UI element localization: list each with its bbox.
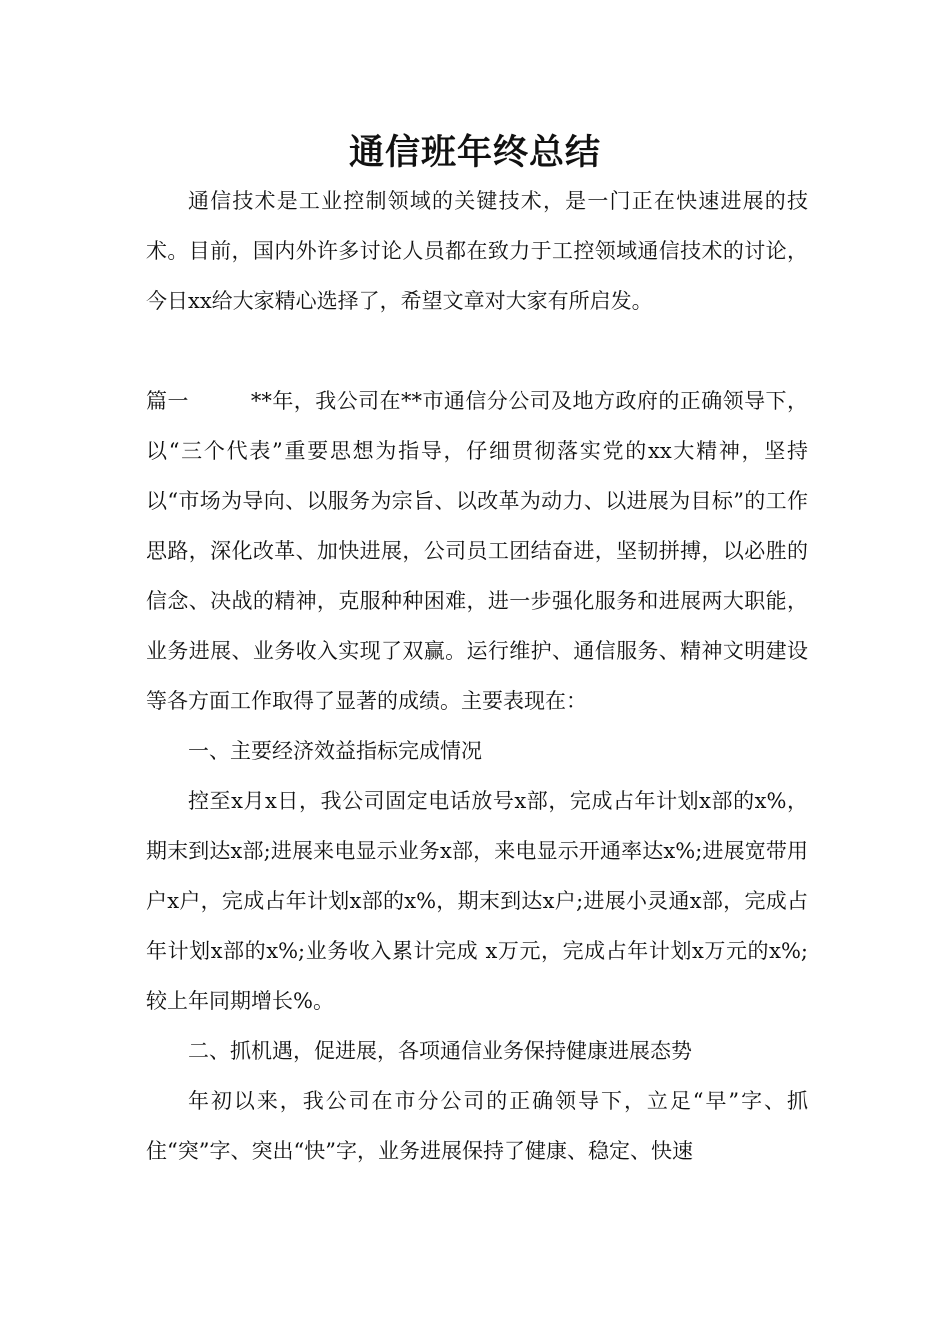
section-one (146, 376, 808, 1176)
heading-business-development: 二、抓机遇，促进展，各项通信业务保持健康进展态势 (188, 1039, 692, 1063)
heading-economic-indicators: 一、主要经济效益指标完成情况 (188, 739, 482, 763)
intro-paragraph: 通信技术是工业控制领域的关键技术，是一门正在快速进展的技术。目前，国内外许多讨论人员都在致力于工控领域通信技术的讨论，今日xx给大家精心选择了，希望文章对大家有所启发。 (146, 189, 808, 313)
paragraph-business: 年初以来，我公司在市分公司的正确领导下，立足“早”字、抓住“突”字、突出“快”字，业务进展保持了健康、稳定、快速 (146, 1089, 808, 1163)
section-one-paragraph: **年，我公司在**市通信分公司及地方政府的正确领导下，以“三个代表”重要思想为指导，仔细贯彻落实党的xx大精神，坚持以“市场为导向、以服务为宗旨、以改革为动力、以进展为目标”的工作思路，深化改革、加快进展，公司员工团结奋进，坚韧拼搏，以必胜的信念、决战的精神，克服种种困难，进一步强化服务和进展两大职能，业务进展、业务收入实现了双赢。运行维护、通信服务、精神文明建设等各方面工作取得了显著的成绩。主要表现在： (146, 389, 808, 713)
section-label: 篇一 (146, 389, 189, 413)
paragraph-indicators: 控至x月x日，我公司固定电话放号x部，完成占年计划x部的x%，期末到达x部;进展来电显示业务x部，来电显示开通率达x%;进展宽带用户x户，完成占年计划x部的x%，期末到达x户;进展小灵通x部，完成占年计划x部的x%;业务收入累计完成 x万元，完成占年计划x万元的x%;较上年同期增长%。 (146, 789, 808, 1013)
section-one-opening (146, 376, 808, 726)
document-title: 通信班年终总结 (348, 133, 601, 173)
intro-block (146, 176, 808, 326)
